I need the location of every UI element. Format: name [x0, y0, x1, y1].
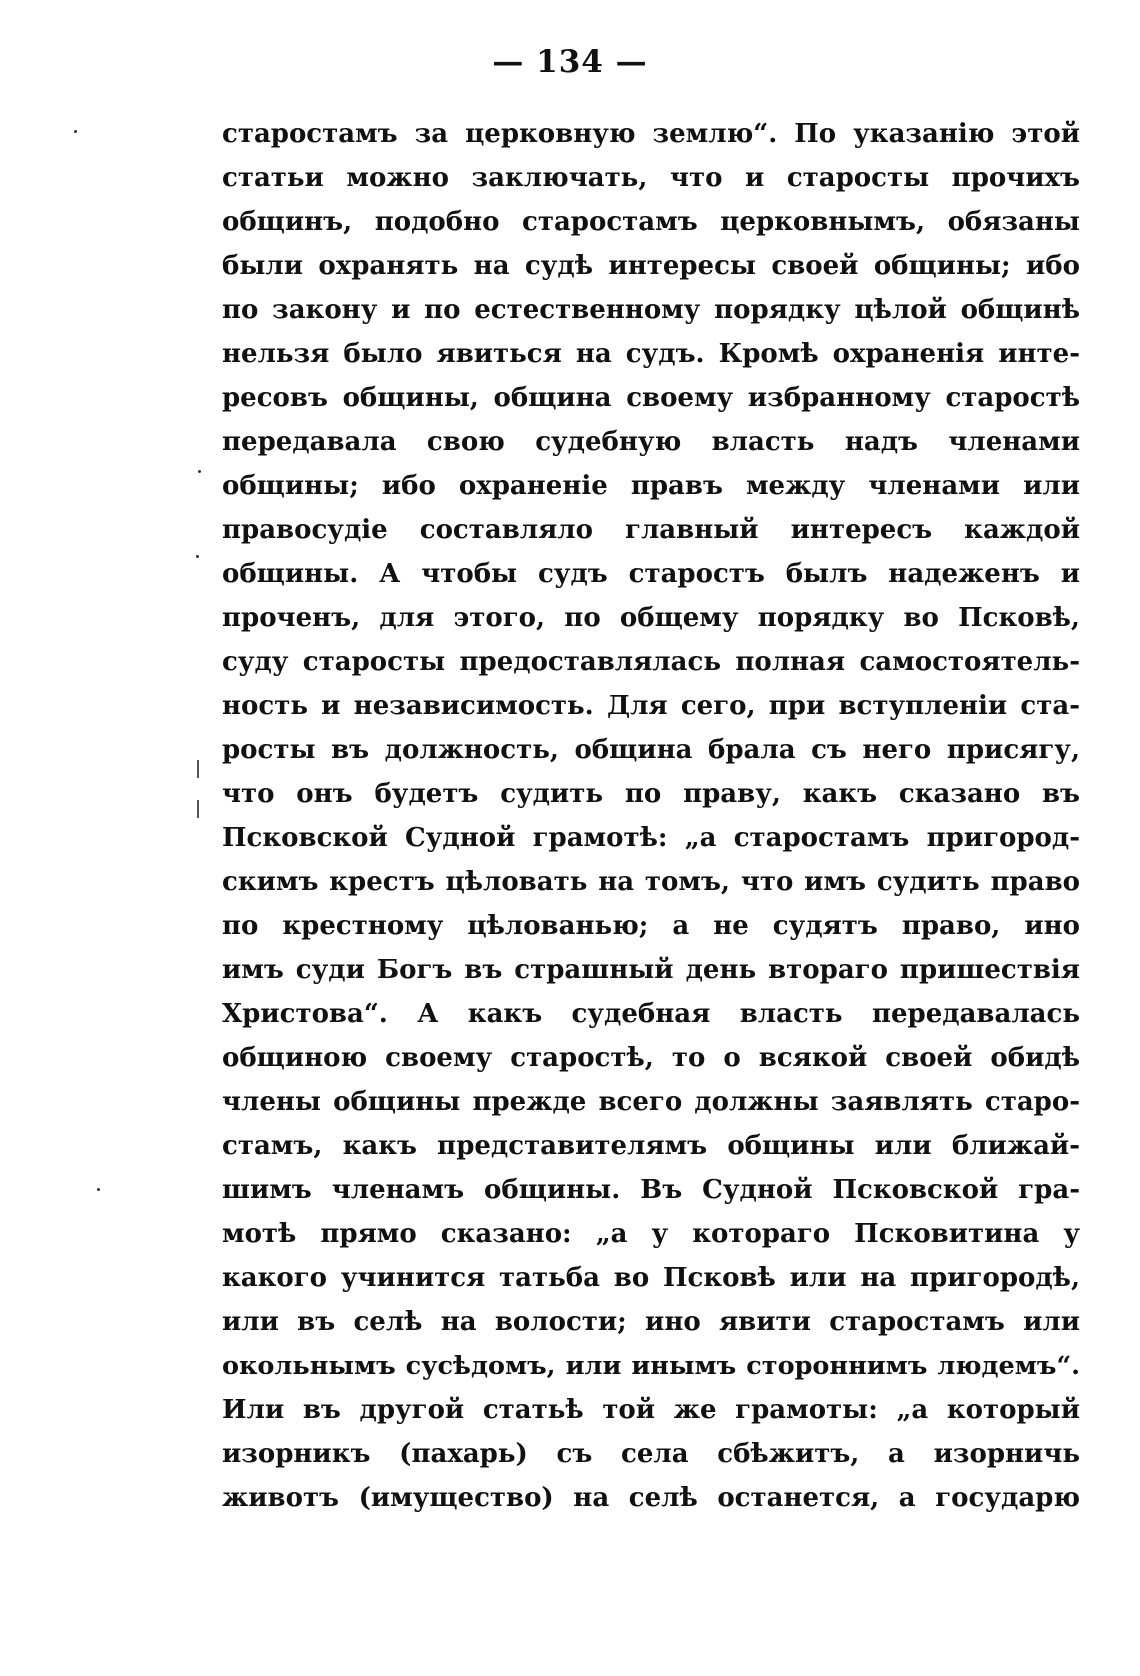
text-line: мотѣ прямо сказано: „а у котораго Псковитина у: [222, 1219, 1080, 1249]
text-line: ность и независимость. Для сего, при вступленіи ста-: [222, 691, 1080, 721]
text-line: общиною своему старостѣ, то о всякой своей обидѣ: [222, 1043, 1080, 1073]
text-line: животъ (имущество) на селѣ останется, а государю: [222, 1483, 1080, 1513]
text-line: или въ селѣ на волости; ино явити старостамъ или: [222, 1307, 1080, 1337]
scan-speck: [74, 130, 77, 133]
scan-mark: [197, 800, 199, 818]
text-line: какого учинится татьба во Псковѣ или на пригородѣ,: [222, 1263, 1080, 1293]
text-line: Христова“. А какъ судебная власть передавалась: [222, 999, 1080, 1029]
text-line: скимъ крестъ цѣловать на томъ, что имъ судить право: [222, 867, 1080, 897]
text-line: по крестному цѣлованью; а не судятъ право, ино: [222, 911, 1080, 941]
text-line: нельзя было явиться на судъ. Кромѣ охраненія инте-: [222, 339, 1080, 369]
text-line: члены общины прежде всего должны заявлять старо-: [222, 1087, 1080, 1117]
text-line: росты въ должность, община брала съ него присягу,: [222, 735, 1080, 765]
text-line: ресовъ общины, община своему избранному старостѣ: [222, 383, 1080, 413]
text-line: по закону и по естественному порядку цѣлой общинѣ: [222, 295, 1080, 325]
text-line: проченъ, для этого, по общему порядку во Псковѣ,: [222, 603, 1080, 633]
text-line: изорникъ (пахарь) съ села сбѣжитъ, а изорничь: [222, 1439, 1080, 1469]
scan-mark: [197, 760, 199, 778]
text-line: имъ суди Богъ въ страшный день втораго пришествія: [222, 955, 1080, 985]
scan-speck: [196, 555, 199, 558]
body-text: [222, 112, 1080, 1520]
text-line: шимъ членамъ общины. Въ Судной Псковской гра-: [222, 1175, 1080, 1205]
text-line: суду старосты предоставлялась полная самостоятель-: [222, 647, 1080, 677]
text-line: окольнымъ сусѣдомъ, или инымъ стороннимъ людемъ“.: [222, 1351, 1080, 1381]
text-line: правосудіе составляло главный интересъ каждой: [222, 515, 1080, 545]
text-line: стамъ, какъ представителямъ общины или ближай-: [222, 1131, 1080, 1161]
text-line: Или въ другой статьѣ той же грамоты: „а который: [222, 1395, 1080, 1425]
scan-speck: [198, 470, 201, 473]
scan-speck: [97, 1188, 100, 1191]
page-number: — 134 —: [492, 44, 648, 80]
text-line: что онъ будетъ судить по праву, какъ сказано въ: [222, 779, 1080, 809]
text-line: были охранять на судѣ интересы своей общины; ибо: [222, 251, 1080, 281]
text-line: общины; ибо охраненіе правъ между членами или: [222, 471, 1080, 501]
text-line: передавала свою судебную власть надъ членами: [222, 427, 1080, 457]
text-line: Псковской Судной грамотѣ: „а старостамъ пригород-: [222, 823, 1080, 853]
text-line: старостамъ за церковную землю“. По указанію этой: [222, 119, 1080, 149]
text-line: общины. А чтобы судъ старостъ былъ надеженъ и: [222, 559, 1080, 589]
text-line: статьи можно заключать, что и старосты прочихъ: [222, 163, 1080, 193]
text-line: общинъ, подобно старостамъ церковнымъ, обязаны: [222, 207, 1080, 237]
